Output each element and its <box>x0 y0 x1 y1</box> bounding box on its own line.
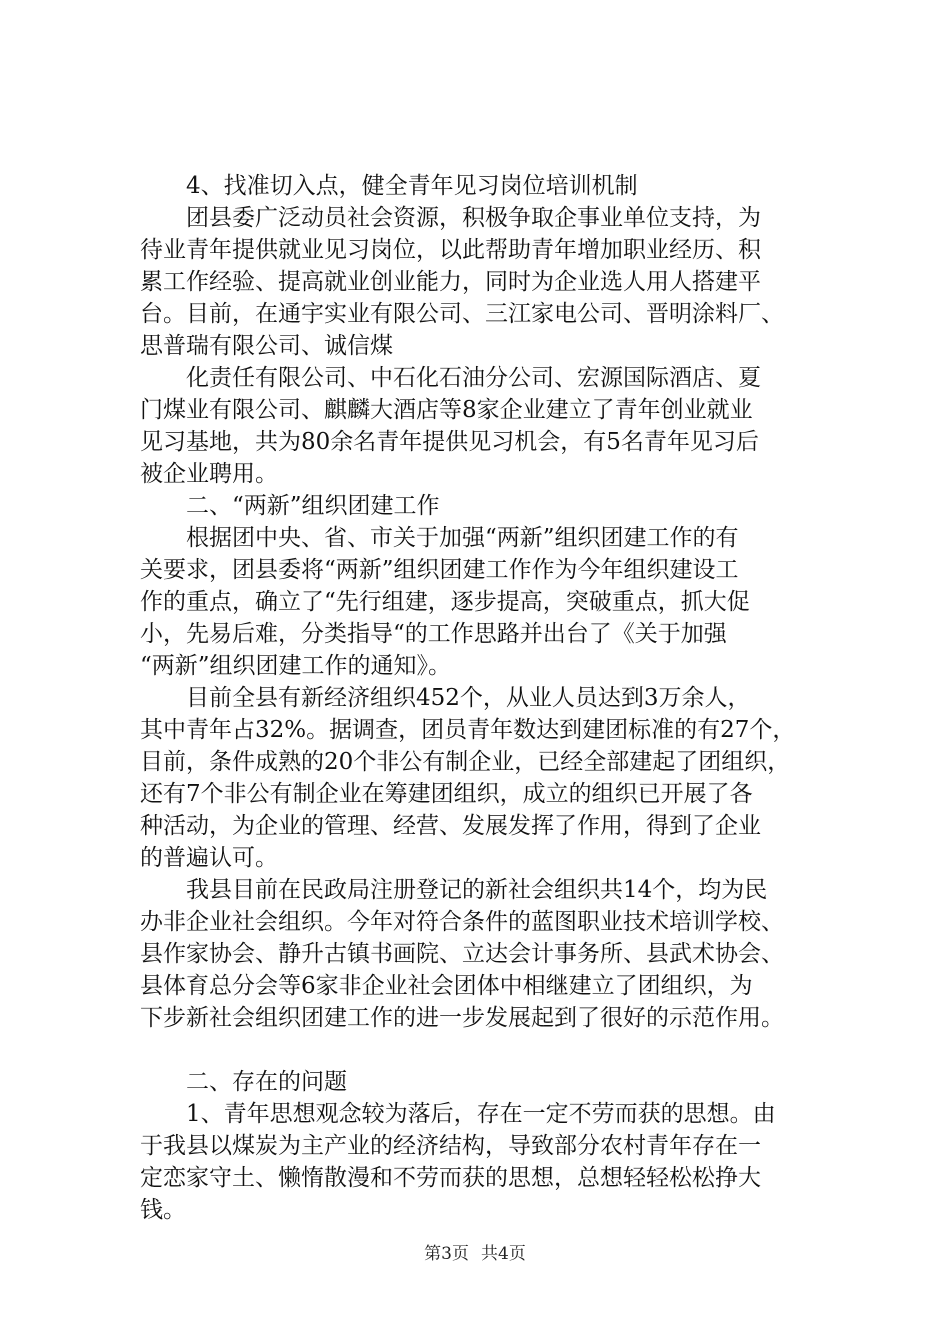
section-heading: 二、“两新”组织团建工作 <box>186 493 440 519</box>
paragraph-line: 思普瑞有限公司、诚信煤 <box>140 333 393 359</box>
paragraph-line: 于我县以煤炭为主产业的经济结构，导致部分农村青年存在一 <box>140 1133 761 1159</box>
section-heading: 4、找准切入点，健全青年见习岗位培训机制 <box>186 173 638 199</box>
paragraph-line: 的普遍认可。 <box>140 845 278 871</box>
paragraph-line: 钱。 <box>140 1197 186 1223</box>
paragraph-line: 县作家协会、静升古镇书画院、立达会计事务所、县武术协会、 <box>140 941 784 967</box>
paragraph-line: 下步新社会组织团建工作的进一步发展起到了很好的示范作用。 <box>140 1005 784 1031</box>
paragraph-line: 我县目前在民政局注册登记的新社会组织共14个，均为民 <box>186 877 768 903</box>
paragraph-line: 县体育总分会等6家非企业社会团体中相继建立了团组织，为 <box>140 973 753 999</box>
paragraph-line: 还有7个非公有制企业在筹建团组织，成立的组织已开展了各 <box>140 781 753 807</box>
section-heading: 二、存在的问题 <box>186 1069 347 1095</box>
paragraph-line: 小，先易后难，分类指导“的工作思路并出台了《关于加强 <box>140 621 727 647</box>
page-total: 共4页 <box>481 1244 526 1264</box>
paragraph-line: 化责任有限公司、中石化石油分公司、宏源国际酒店、夏 <box>186 365 761 391</box>
paragraph-line: 作的重点，确立了“先行组建，逐步提高，突破重点，抓大促 <box>140 589 750 615</box>
paragraph-line: 待业青年提供就业见习岗位，以此帮助青年增加职业经历、积 <box>140 237 761 263</box>
paragraph-line: “两新”组织团建工作的通知》。 <box>140 653 452 679</box>
paragraph-line: 办非企业社会组织。今年对符合条件的蓝图职业技术培训学校、 <box>140 909 784 935</box>
paragraph-line: 目前，条件成熟的20个非公有制企业，已经全部建起了团组织， <box>140 749 791 775</box>
paragraph-line: 被企业聘用。 <box>140 461 278 487</box>
paragraph-line: 1、青年思想观念较为落后，存在一定不劳而获的思想。由 <box>186 1101 776 1127</box>
paragraph-spacer <box>140 1034 822 1066</box>
paragraph-line: 见习基地，共为80余名青年提供见习机会，有5名青年见习后 <box>140 429 759 455</box>
paragraph-line: 团县委广泛动员社会资源，积极争取企事业单位支持，为 <box>186 205 761 231</box>
paragraph-line: 其中青年占32%。据调查，团员青年数达到建团标准的有27个， <box>140 717 796 743</box>
paragraph-line: 定恋家守土、懒惰散漫和不劳而获的思想，总想轻轻松松挣大 <box>140 1165 761 1191</box>
page-number: 第3页 <box>424 1244 469 1264</box>
paragraph-line: 累工作经验、提高就业创业能力，同时为企业选人用人搭建平 <box>140 269 761 295</box>
page-footer <box>0 1243 950 1265</box>
paragraph-line: 台。目前，在通宇实业有限公司、三江家电公司、晋明涂料厂、 <box>140 301 784 327</box>
paragraph-line: 根据团中央、省、市关于加强“两新”组织团建工作的有 <box>186 525 739 551</box>
paragraph-line: 种活动，为企业的管理、经营、发展发挥了作用，得到了企业 <box>140 813 761 839</box>
paragraph-line: 目前全县有新经济组织452个，从业人员达到3万余人， <box>186 685 751 711</box>
paragraph-line: 关要求，团县委将“两新”组织团建工作作为今年组织建设工 <box>140 557 739 583</box>
paragraph-line: 门煤业有限公司、麒麟大酒店等8家企业建立了青年创业就业 <box>140 397 753 423</box>
document-body <box>140 170 822 1226</box>
